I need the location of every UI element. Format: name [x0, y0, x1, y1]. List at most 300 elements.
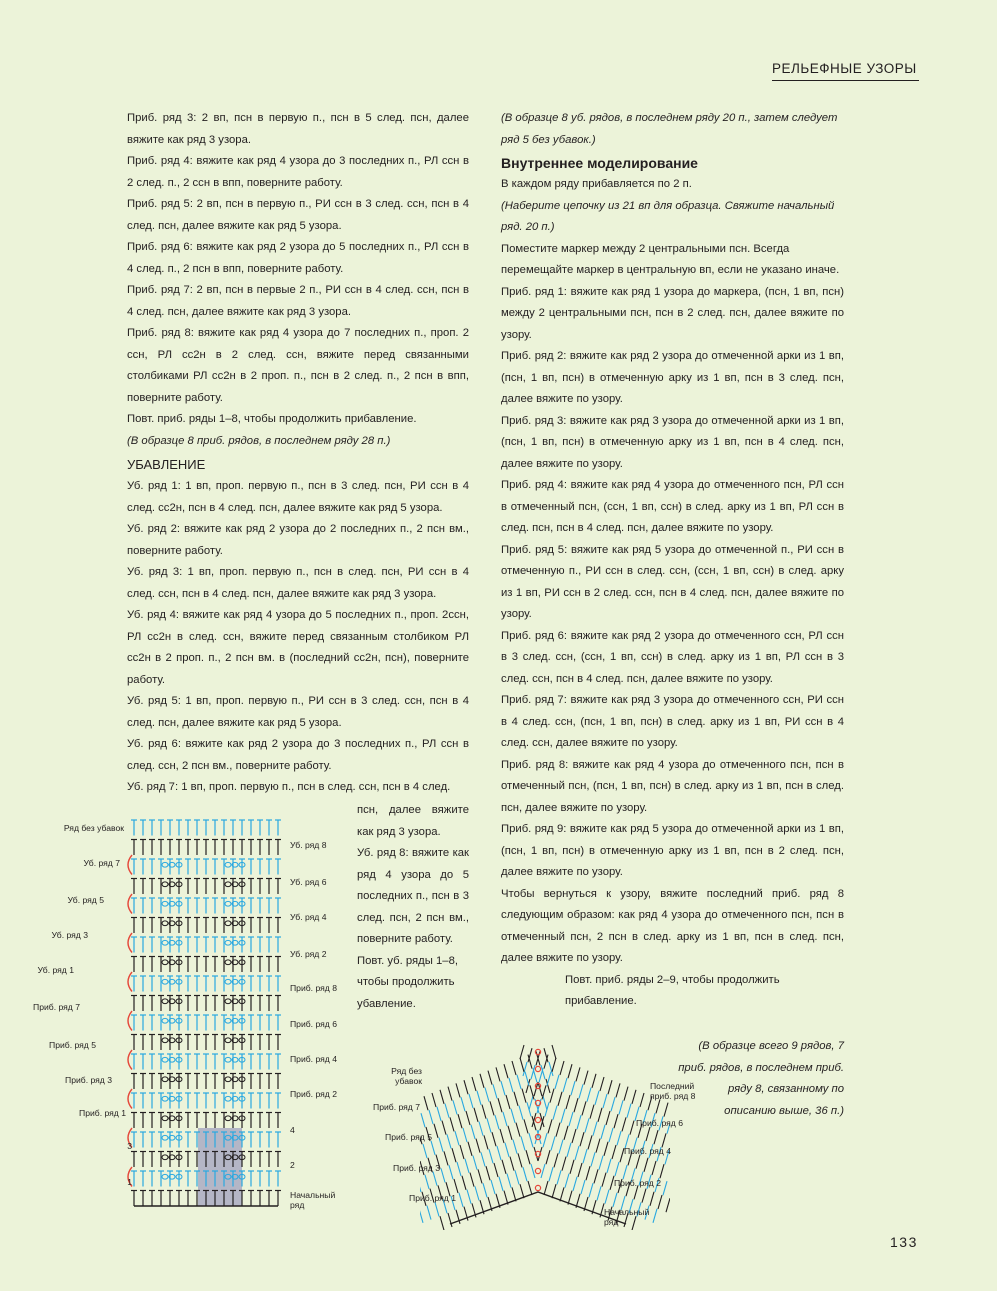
stitch-mark — [520, 1184, 524, 1198]
chart-row-label: Ряд без убавок — [63, 823, 124, 833]
chart-row-label: Уб. ряд 4 — [290, 912, 327, 922]
stitch-mark — [584, 1071, 588, 1085]
stitch-mark — [448, 1213, 452, 1227]
stitch-mark — [497, 1146, 501, 1160]
stitch-mark — [471, 1125, 475, 1139]
post-stitch-mark — [225, 940, 231, 945]
chart-row-label: Приб. ряд 5 — [385, 1132, 432, 1142]
stitch-mark — [489, 1149, 493, 1163]
increase-row-text: Приб. ряд 8: вяжите как ряд 4 узора до 7 последних п., проп. 2 ссн, РЛ сс2н в 2 след. ссн, вяжите перед связанными столбиками РЛ сс2н в 2 проп. п., псн в 2 след. п., 2 псн в впп, поверните работу. — [127, 327, 469, 404]
stitch-mark — [495, 1115, 499, 1129]
stitch-mark — [551, 1136, 555, 1150]
stitch-mark — [486, 1166, 490, 1180]
stitch-mark — [596, 1139, 600, 1153]
stitch-mark — [474, 1108, 478, 1122]
stitch-mark — [429, 1110, 433, 1124]
stitch-mark — [601, 1125, 605, 1139]
stitch-mark — [476, 1139, 480, 1153]
stitch-mark — [563, 1078, 567, 1092]
post-stitch-mark — [162, 1057, 168, 1062]
stitch-mark — [654, 1130, 658, 1144]
stitch-mark — [640, 1093, 644, 1107]
stitch-mark — [482, 1105, 486, 1119]
increase-row-text: Приб. ряд 7: 2 вп, псн в первые 2 п., РИ ссн в 4 след. ссн, псн в 4 след. псн, далее вяжите как ряд 3 узора. — [127, 284, 469, 318]
inner-shaping-row-text: Приб. ряд 7: вяжите как ряд 3 узора до отмеченного ссн, РИ ссн в 4 след. ссн, (псн, 1 вп, псн) в след. арку из 1 вп, РИ ссн в 4 след. ссн, далее вяжите по узору. — [501, 694, 844, 749]
stitch-mark — [452, 1148, 456, 1162]
stitch-mark — [512, 1187, 516, 1201]
stitch-mark — [580, 1132, 584, 1146]
stitch-mark — [458, 1114, 462, 1128]
stitch-mark — [566, 1095, 570, 1109]
stitch-mark — [442, 1121, 446, 1135]
stitch-mark — [485, 1088, 489, 1102]
stitch-mark — [604, 1142, 608, 1156]
stitch-mark — [588, 1135, 592, 1149]
inner-shaping-row-text: Приб. ряд 5: вяжите как ряд 5 узора до отмеченной п., РИ ссн в отмеченную п., РИ ссн в след. ссн, (ссн, 1 вп, ссн) в след. арку из 1 вп, РИ ссн в 2 след. ссн, псн в 4 след. псн, далее вяжите по узору. — [501, 543, 844, 620]
stitch-mark — [652, 1161, 656, 1175]
stitch-mark — [570, 1160, 574, 1174]
stitch-mark — [461, 1097, 465, 1111]
chart-row-label: Уб. ряд 3 — [51, 930, 88, 940]
chart-row-label: Начальный ряд — [290, 1190, 336, 1210]
stitch-mark — [421, 1113, 425, 1127]
stitch-mark — [591, 1152, 595, 1166]
marker-text: Поместите маркер между 2 центральными псн. Всегда перемещайте маркер в центральную вп, если не указано иначе. — [501, 242, 840, 276]
post-stitch-mark — [225, 1116, 231, 1121]
stitch-mark — [468, 1142, 472, 1156]
increase-row-text: Приб. ряд 3: 2 вп, псн в первую п., псн в 5 след. псн, далее вяжите как ряд 3 узора. — [127, 112, 469, 146]
stitch-mark — [627, 1104, 631, 1118]
chart-row-label: 2 — [290, 1160, 295, 1170]
foundation-chain — [450, 1192, 626, 1224]
post-stitch-mark — [162, 921, 168, 926]
sample-note: (Наберите цепочку из 21 вп для образца. Свяжите начальный ряд. 20 п.) — [501, 199, 835, 233]
stitch-mark — [612, 1145, 616, 1159]
stitch-mark — [500, 1129, 504, 1143]
post-stitch-mark — [162, 1018, 168, 1023]
turning-chain-mark — [128, 1011, 132, 1031]
chart-row-label: Приб. ряд 4 — [624, 1146, 671, 1156]
stitch-mark — [607, 1159, 611, 1173]
inner-shaping-row-text: Приб. ряд 3: вяжите как ряд 3 узора до отмеченной арки из 1 вп, (псн, 1 вп, псн) в отмеченную арку из 1 вп, псн в 4 след. псн, далее вяжите по узору. — [501, 414, 844, 470]
chart-row-label: Приб. ряд 2 — [614, 1178, 661, 1188]
post-stitch-mark — [162, 1038, 168, 1043]
stitch-mark — [571, 1081, 575, 1095]
stitch-mark — [480, 1074, 484, 1088]
post-stitch-mark — [225, 862, 231, 867]
stitch-mark — [559, 1140, 563, 1154]
stitch-mark — [448, 1087, 452, 1101]
decrease-repeat: Повт. уб. ряды 1–8, чтобы продолжить убавление. — [357, 954, 458, 1010]
stitch-mark — [494, 1163, 498, 1177]
stitch-mark — [463, 1128, 467, 1142]
stitch-mark — [660, 1164, 664, 1178]
stitch-mark — [579, 1084, 583, 1098]
stitch-mark — [427, 1206, 431, 1220]
stitch-mark — [598, 1108, 602, 1122]
stitch-mark — [541, 1164, 545, 1178]
increase-row-text: Приб. ряд 5: 2 вп, псн в первую п., РИ ссн в 3 след. ссн, псн в 4 след. псн, далее вяжите как ряд 5 узора. — [127, 198, 469, 232]
post-stitch-mark — [162, 960, 168, 965]
stitch-mark — [548, 1119, 552, 1133]
stitch-mark — [589, 1183, 593, 1197]
stitch-mark — [420, 1209, 423, 1223]
stitch-mark — [642, 1189, 646, 1203]
chart-row-label: Приб. ряд 6 — [290, 1019, 337, 1029]
stitch-mark — [583, 1149, 587, 1163]
turning-chain-mark — [128, 972, 132, 992]
turning-chain-mark — [128, 1050, 132, 1070]
stitch-mark — [552, 1058, 556, 1072]
stitch-mark — [504, 1064, 508, 1078]
stitch-mark — [565, 1174, 569, 1188]
stitch-mark — [555, 1075, 559, 1089]
stitch-mark — [644, 1158, 648, 1172]
stitch-mark — [632, 1090, 636, 1104]
stitch-mark — [587, 1088, 591, 1102]
stitch-mark — [433, 1172, 437, 1186]
stitch-mark — [498, 1098, 502, 1112]
chart-row-label: Уб. ряд 2 — [290, 949, 327, 959]
stitch-mark — [606, 1111, 610, 1125]
decrease-row8: Уб. ряд 8: вяжите как ряд 4 узора до 5 последних п., псн в 3 след. псн, 2 псн вм., поверните работу. — [357, 847, 469, 945]
stitch-mark — [440, 1216, 444, 1230]
decrease-row-text: Уб. ряд 1: 1 вп, проп. первую п., псн в 3 след. псн, РИ ссн в 4 след. сс2н, псн в 4 след. псн, далее вяжите как ряд 5 узора. — [127, 480, 469, 514]
stitch-mark — [469, 1094, 473, 1108]
inner-shaping-row-text: Приб. ряд 6: вяжите как ряд 2 узора до отмеченного ссн, РЛ ссн в 3 след. ссн, (ссн, 1 вп, ссн) в след. арку из 1 вп, РЛ ссн в 3 след. ссн, псн в 4 след. псн, далее вяжите по узору. — [501, 629, 844, 685]
post-stitch-mark — [225, 1096, 231, 1101]
stitch-mark — [664, 1103, 668, 1117]
stitch-mark — [608, 1080, 612, 1094]
post-stitch-mark — [225, 999, 231, 1004]
turning-chain-mark — [128, 933, 132, 953]
stitch-mark — [663, 1181, 667, 1195]
chart-row-label: Уб. ряд 1 — [37, 965, 74, 975]
stitch-mark — [549, 1167, 553, 1181]
turning-chain-mark — [128, 894, 132, 914]
stitch-mark — [594, 1169, 598, 1183]
stitch-mark — [592, 1074, 596, 1088]
inner-shaping-row-text: Чтобы вернуться к узору, вяжите последний приб. ряд 8 следующим образом: как ряд 4 узора до отмеченного псн, псн в отмеченный псн, 2 псн в след. арку из 1 вп, псн в след. псн, далее вяжите по узору. — [501, 887, 844, 964]
stitch-mark — [600, 1077, 604, 1091]
stitch-mark — [457, 1162, 461, 1176]
stitch-mark — [477, 1091, 481, 1105]
center-chain-mark — [535, 1117, 540, 1122]
stitch-mark — [605, 1190, 609, 1204]
stitch-mark — [630, 1121, 634, 1135]
decrease-row-text: Уб. ряд 3: 1 вп, проп. первую п., псн в след. псн, РИ ссн в 4 след. ссн, псн в 4 след. псн, далее вяжите как ряд 3 узора. — [127, 566, 469, 600]
post-stitch-mark — [162, 1135, 168, 1140]
stitch-mark — [456, 1083, 460, 1097]
stitch-mark — [487, 1118, 491, 1132]
stitch-mark — [509, 1078, 513, 1092]
stitch-mark — [464, 1080, 468, 1094]
post-stitch-mark — [162, 979, 168, 984]
post-stitch-mark — [162, 901, 168, 906]
stitch-mark — [593, 1122, 597, 1136]
stitch-mark — [425, 1175, 429, 1189]
chart-row-label: Приб. ряд 4 — [290, 1054, 337, 1064]
stitch-mark — [619, 1100, 623, 1114]
post-stitch-mark — [225, 979, 231, 984]
post-stitch-mark — [225, 960, 231, 965]
stitch-mark — [423, 1144, 427, 1158]
stitch-mark — [510, 1157, 514, 1171]
stitch-mark — [636, 1155, 640, 1169]
stitch-mark — [472, 1077, 476, 1091]
stitch-mark — [530, 1085, 534, 1099]
stitch-mark — [424, 1096, 428, 1110]
stitch-mark — [473, 1156, 477, 1170]
stitch-mark — [543, 1133, 547, 1147]
chart-row-label: 1 — [127, 1177, 132, 1187]
stitch-mark — [562, 1157, 566, 1171]
stitch-mark — [542, 1085, 546, 1099]
stitch-mark — [470, 1173, 474, 1187]
turning-chain-mark — [128, 1089, 132, 1109]
chart-row-label: Уб. ряд 6 — [290, 877, 327, 887]
stitch-mark — [609, 1128, 613, 1142]
stitch-mark — [465, 1159, 469, 1173]
stitch-mark — [512, 1061, 516, 1075]
post-stitch-mark — [225, 882, 231, 887]
stitch-mark — [554, 1153, 558, 1167]
stitch-mark — [622, 1117, 626, 1131]
chart-row-label: Приб. ряд 2 — [290, 1089, 337, 1099]
stitch-mark — [466, 1111, 470, 1125]
decrease-row7-start: Уб. ряд 7: 1 вп, проп. первую п., псн в след. ссн, псн в 4 след. — [127, 781, 451, 793]
post-stitch-mark — [162, 862, 168, 867]
post-stitch-mark — [162, 1116, 168, 1121]
increase-row-text: Повт. приб. ряды 1–8, чтобы продолжить прибавление. — [127, 413, 417, 425]
stitch-mark — [440, 1090, 444, 1104]
chart-row-label: Начальный ряд — [604, 1207, 650, 1227]
stitch-mark — [523, 1167, 527, 1181]
stitch-mark — [492, 1132, 496, 1146]
inner-shaping-row-text: Приб. ряд 8: вяжите как ряд 4 узора до отмеченного псн, псн в отмеченный псн, (псн, 1 вп, псн) в след. арку из 1 вп, псн в след. псн, далее вяжите по узору. — [501, 758, 844, 814]
stitch-mark — [616, 1083, 620, 1097]
post-stitch-mark — [225, 1057, 231, 1062]
stitch-mark — [513, 1140, 517, 1154]
post-stitch-mark — [225, 901, 231, 906]
stitch-mark — [502, 1160, 506, 1174]
decrease-rows — [127, 476, 469, 777]
stitch-mark — [552, 1184, 556, 1198]
inner-shaping-row-text: Приб. ряд 4: вяжите как ряд 4 узора до отмеченного псн, РЛ ссн в отмеченный псн, (ссн, 1 вп, ссн) в след. арку из 1 вп, РЛ ссн в след. псн, псн в 4 след. псн, далее вяжите по узору. — [501, 479, 844, 534]
stitch-mark — [522, 1089, 526, 1103]
stitch-mark — [611, 1097, 615, 1111]
stitch-mark — [595, 1091, 599, 1105]
stitch-mark — [581, 1180, 585, 1194]
post-stitch-mark — [225, 1018, 231, 1023]
top-note: (В образце 8 уб. рядов, в последнем ряду 20 п., затем следует ряд 5 без убавок.) — [501, 112, 838, 146]
turning-chain-mark — [128, 855, 132, 875]
stitch-mark — [666, 1198, 670, 1212]
inner-shaping-row-text: Приб. ряд 2: вяжите как ряд 2 узора до отмеченной арки из 1 вп, (псн, 1 вп, псн) в отмеченную арку из 1 вп, псн в 3 след. псн, далее вяжите по узору. — [501, 350, 844, 405]
left-column — [127, 108, 469, 799]
stitch-mark — [519, 1106, 523, 1120]
decrease-row-text: Уб. ряд 2: вяжите как ряд 2 узора до 2 последних п., 2 псн вм., поверните работу. — [127, 523, 469, 557]
stitch-mark — [529, 1133, 533, 1147]
stitch-mark — [478, 1169, 482, 1183]
stitch-mark — [475, 1186, 479, 1200]
stitch-mark — [507, 1174, 511, 1188]
repeat-text: Повт. приб. ряды 2–9, чтобы продолжить прибавление. — [565, 973, 780, 1007]
chart-row-label: Приб. ряд 1 — [409, 1193, 456, 1203]
stitch-mark — [597, 1186, 601, 1200]
chart-row-label: Приб. ряд 6 — [636, 1118, 683, 1128]
stitch-mark — [453, 1100, 457, 1114]
stitch-mark — [553, 1106, 557, 1120]
stitch-mark — [573, 1177, 577, 1191]
post-stitch-mark — [162, 1155, 168, 1160]
increase-row-text: Приб. ряд 4: вяжите как ряд 4 узора до 3 последних п., РЛ ссн в 2 след. п., 2 ссн в впп, поверните работу. — [127, 155, 469, 189]
stitch-mark — [520, 1058, 524, 1072]
chart-row-label: Уб. ряд 7 — [83, 858, 120, 868]
stitch-mark — [525, 1072, 529, 1086]
stitch-mark — [420, 1178, 421, 1192]
stitch-mark — [505, 1143, 509, 1157]
stitch-mark — [520, 1045, 524, 1059]
stitch-mark — [517, 1075, 521, 1089]
chart-row-label: Приб. ряд 7 — [373, 1102, 420, 1112]
stitch-mark — [557, 1170, 561, 1184]
stitch-mark — [488, 1071, 492, 1085]
stitch-mark — [546, 1150, 550, 1164]
chart-row-label: Уб. ряд 5 — [67, 895, 104, 905]
stitch-mark — [483, 1183, 487, 1197]
stitch-mark — [560, 1187, 564, 1201]
stitch-mark — [484, 1135, 488, 1149]
stitch-mark — [646, 1127, 650, 1141]
inner-shaping-row-text: Приб. ряд 9: вяжите как ряд 5 узора до отмеченной арки из 1 вп, (псн, 1 вп, псн) в отмеченную арку из 1 вп, псн в 2 след. псн, далее вяжите по узору. — [501, 823, 844, 878]
chart-row-label: Приб. ряд 3 — [393, 1163, 440, 1173]
stitch-mark — [586, 1166, 590, 1180]
stitch-mark — [459, 1193, 463, 1207]
chart-row-label: Приб. ряд 5 — [49, 1040, 96, 1050]
chart-row-label: Приб. ряд 3 — [65, 1075, 112, 1085]
stitch-mark — [547, 1072, 551, 1086]
stitch-mark — [650, 1192, 654, 1206]
post-stitch-mark — [162, 999, 168, 1004]
decrease-heading: УБАВЛЕНИЕ — [127, 457, 206, 472]
intro-text: В каждом ряду прибавляется по 2 п. — [501, 178, 692, 190]
section-heading: Внутреннее моделирование — [501, 155, 698, 171]
stitch-mark — [552, 1045, 556, 1059]
stitch-mark — [574, 1098, 578, 1112]
stitch-mark — [575, 1146, 579, 1160]
stitch-mark — [528, 1181, 532, 1195]
stitch-mark — [454, 1179, 458, 1193]
stitch-mark — [439, 1138, 443, 1152]
inner-shaping-rows — [501, 282, 844, 970]
inner-shaping-row-text: Приб. ряд 1: вяжите как ряд 1 узора до маркера, (псн, 1 вп, псн) между 2 центральными псн, псн в 2 след. псн, далее вяжите по узору. — [501, 285, 844, 341]
stitch-mark — [431, 1141, 435, 1155]
stitch-mark — [529, 1096, 533, 1110]
stitch-mark — [599, 1156, 603, 1170]
stitch-mark — [550, 1089, 554, 1103]
post-stitch-mark — [162, 1096, 168, 1101]
stitch-mark — [514, 1092, 518, 1106]
stitch-mark — [434, 1124, 438, 1138]
stitch-mark — [450, 1117, 454, 1131]
stitch-mark — [481, 1152, 485, 1166]
stitch-mark — [585, 1118, 589, 1132]
increase-note: (В образце 8 приб. рядов, в последнем ряду 28 п.) — [127, 434, 391, 447]
post-stitch-mark — [225, 921, 231, 926]
page-number: 133 — [890, 1234, 918, 1250]
stitch-mark — [455, 1131, 459, 1145]
stitch-mark — [515, 1170, 519, 1184]
running-header: РЕЛЬЕФНЫЕ УЗОРЫ — [772, 61, 919, 81]
stitch-mark — [602, 1173, 606, 1187]
post-stitch-mark — [162, 1077, 168, 1082]
stitch-mark — [508, 1126, 512, 1140]
stitch-mark — [491, 1180, 495, 1194]
chart-row-label: Приб. ряд 8 — [290, 983, 337, 993]
stitch-mark — [460, 1145, 464, 1159]
decrease-chart — [120, 808, 290, 1218]
stitch-mark — [479, 1122, 483, 1136]
stitch-mark — [544, 1181, 548, 1195]
stitch-mark — [556, 1123, 560, 1137]
stitch-mark — [449, 1165, 453, 1179]
center-chain-mark — [535, 1185, 540, 1190]
post-stitch-mark — [162, 882, 168, 887]
stitch-mark — [493, 1084, 497, 1098]
stitch-mark — [560, 1061, 564, 1075]
stitch-mark — [506, 1095, 510, 1109]
stitch-mark — [572, 1129, 576, 1143]
stitch-mark — [576, 1067, 580, 1081]
stitch-mark — [435, 1202, 439, 1216]
post-stitch-mark — [162, 1174, 168, 1179]
stitch-mark — [526, 1150, 530, 1164]
stitch-mark — [567, 1143, 571, 1157]
center-chain-mark — [535, 1066, 540, 1071]
post-stitch-mark — [225, 1077, 231, 1082]
stitch-mark — [531, 1164, 535, 1178]
stitch-mark — [490, 1101, 494, 1115]
stitch-mark — [568, 1064, 572, 1078]
stitch-mark — [524, 1119, 528, 1133]
stitch-mark — [511, 1109, 515, 1123]
stitch-mark — [499, 1177, 503, 1191]
stitch-mark — [518, 1153, 522, 1167]
stitch-mark — [561, 1109, 565, 1123]
chart-row-label: 4 — [290, 1125, 295, 1135]
stitch-mark — [432, 1093, 436, 1107]
stitch-mark — [516, 1123, 520, 1137]
stitch-mark — [467, 1190, 471, 1204]
stitch-mark — [577, 1115, 581, 1129]
stitch-mark — [447, 1134, 451, 1148]
final-note: (В образце всего 9 рядов, 7 приб. рядов, в последнем приб. ряду 8, связанному по описанию выше, 36 п.) — [678, 1040, 844, 1117]
stitch-mark — [445, 1104, 449, 1118]
stitch-mark — [582, 1101, 586, 1115]
stitch-mark — [558, 1092, 562, 1106]
stitch-mark — [543, 1096, 547, 1110]
post-stitch-mark — [225, 1038, 231, 1043]
chart-row-label: 3 — [127, 1141, 132, 1151]
stitch-mark — [614, 1114, 618, 1128]
stitch-mark — [441, 1168, 445, 1182]
stitch-mark — [437, 1107, 441, 1121]
stitch-mark — [444, 1151, 448, 1165]
stitch-mark — [590, 1105, 594, 1119]
stitch-mark — [613, 1193, 617, 1207]
post-stitch-mark — [162, 940, 168, 945]
